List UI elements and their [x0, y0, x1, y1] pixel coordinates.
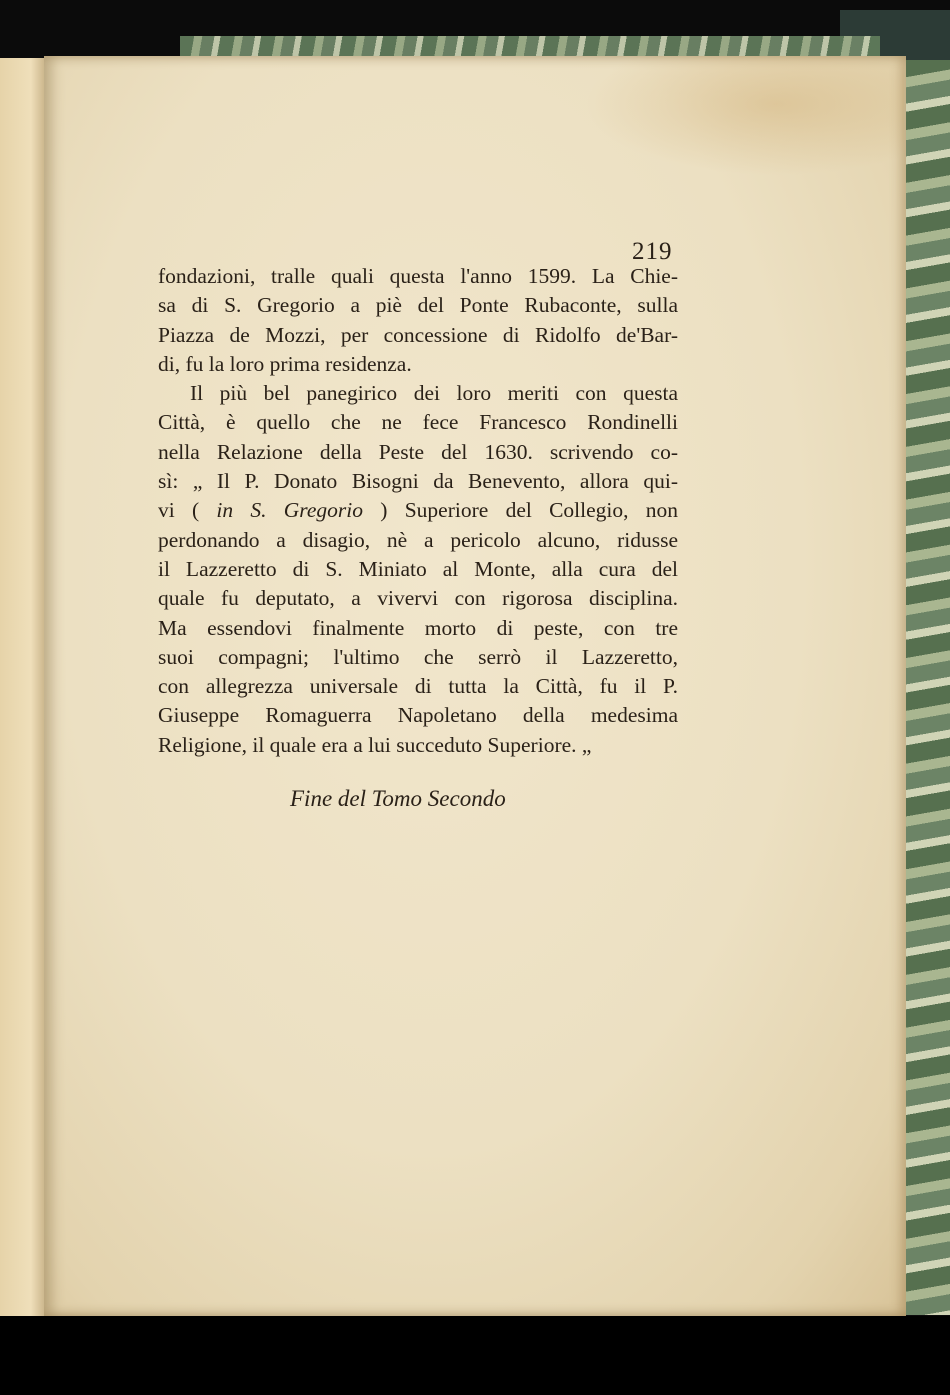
marbled-endpaper-right: [900, 60, 950, 1315]
text-line: sa di S. Gregorio a piè del Ponte Rubaconte, sulla: [158, 293, 678, 318]
text-line: Piazza de Mozzi, per concessione di Ridolfo de'Bar-: [158, 322, 678, 347]
explicit-closing: Fine del Tomo Secondo: [290, 786, 506, 811]
body-text: [158, 262, 678, 760]
italic-place-name: in S. Gregorio: [199, 498, 381, 523]
text-line: con allegrezza universale di tutta la Città, fu il P.: [158, 674, 678, 699]
text-line: perdonando a disagio, nè a pericolo alcuno, ridusse: [158, 527, 678, 552]
text-line: sì: „ Il P. Donato Bisogni da Benevento, allora qui-: [158, 469, 678, 494]
scan-bottom-border: [0, 1316, 950, 1395]
text-line: quale fu deputato, a vivervi con rigorosa disciplina.: [158, 586, 678, 611]
text-fragment: ): [380, 498, 388, 523]
text-fragment: vi (: [158, 498, 200, 523]
text-fragment: Superiore del Collegio, non: [404, 498, 679, 523]
text-line-mixed: [158, 496, 678, 525]
water-stain: [584, 56, 904, 176]
paragraph-2: [158, 379, 678, 760]
text-line: nella Relazione della Peste del 1630. scrivendo co-: [158, 439, 678, 464]
page-number: 219: [632, 238, 673, 265]
text-line: Religione, il quale era a lui succeduto Superiore. „: [158, 732, 592, 757]
previous-page-edge: [0, 58, 45, 1316]
paragraph-1: [158, 262, 678, 379]
text-line: Il più bel panegirico dei loro meriti con questa: [190, 381, 678, 406]
text-line: Città, è quello che ne fece Francesco Rondinelli: [158, 410, 678, 435]
text-line: Giuseppe Romaguerra Napoletano della medesima: [158, 703, 678, 728]
text-line: di, fu la loro prima residenza.: [158, 351, 412, 376]
text-line: Ma essendovi finalmente morto di peste, con tre: [158, 615, 678, 640]
text-line: suoi compagni; l'ultimo che serrò il Lazzeretto,: [158, 644, 678, 669]
text-line: fondazioni, tralle quali questa l'anno 1599. La Chie-: [158, 264, 678, 288]
text-line: il Lazzeretto di S. Miniato al Monte, alla cura del: [158, 556, 678, 581]
